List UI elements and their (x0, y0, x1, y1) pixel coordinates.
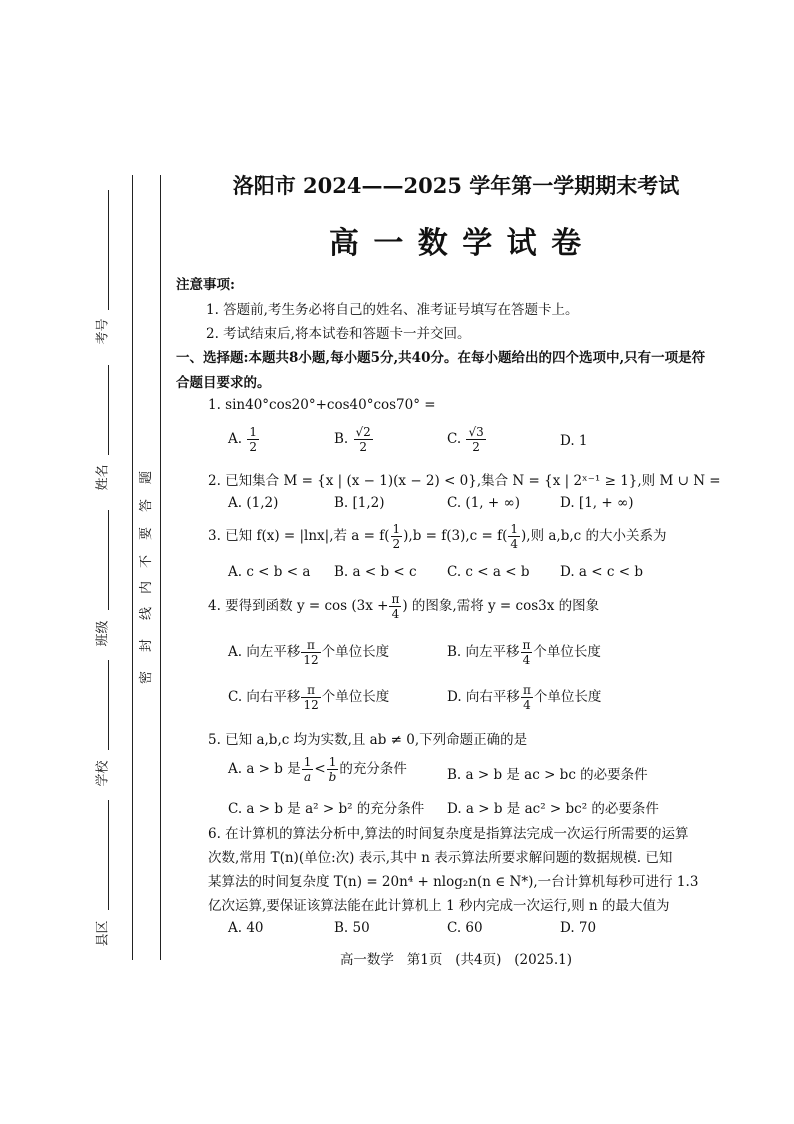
seal-char: 密 (139, 670, 155, 685)
question-3-option-c[interactable]: C. c < a < b (447, 564, 530, 580)
option-label: A. (228, 431, 243, 447)
class-blank[interactable] (108, 510, 109, 610)
question-2-stem: 2. 已知集合 M = {x | (x − 1)(x − 2) < 0},集合 N = {x | 2ˣ⁻¹ ≥ 1},则 M ∪ N = (208, 473, 721, 489)
fraction: $\frac{\pi}{12}$ (303, 638, 319, 667)
fraction: $\frac{1}{b}$ (328, 755, 337, 784)
question-3-stem: 3. 已知 f(x) = |lnx|,若 a = f( $\frac{1}{2}$ ),b = f(3),c = f( $\frac{1}{4}$ ),则 a,b,c 的大小关系为 (208, 522, 667, 551)
question-2-option-d[interactable]: D. [1, + ∞) (560, 495, 634, 511)
exam-title: 洛阳市 2024——2025 学年第一学期期末考试 (232, 173, 680, 198)
binding-line-inner (160, 175, 161, 960)
seal-char: 线 (139, 606, 155, 621)
question-1-stem: 1. sin40°cos20°+cos40°cos70° = (208, 397, 436, 413)
school-label: 学校 (95, 760, 111, 787)
binding-line-outer (132, 175, 133, 960)
seal-char: 封 (139, 638, 155, 653)
note-item: 1. 答题前,考生务必将自己的姓名、准考证号填写在答题卡上。 (206, 302, 579, 318)
question-1-option-d[interactable]: D. 1 (560, 433, 588, 449)
question-2-option-a[interactable]: A. (1,2) (228, 495, 279, 511)
question-4-option-b[interactable]: B. 向左平移 $\frac{\pi}{4}$ 个单位长度 (447, 638, 601, 667)
option-label: C. (447, 431, 462, 447)
question-5-stem: 5. 已知 a,b,c 均为实数,且 ab ≠ 0,下列命题正确的是 (208, 732, 528, 748)
question-5-option-b[interactable]: B. a > b 是 ac > bc 的必要条件 (447, 767, 648, 783)
question-6-stem: 6. 在计算机的算法分析中,算法的时间复杂度是指算法完成一次运行所需要的运算 (208, 826, 689, 842)
name-label: 姓名 (95, 464, 111, 491)
question-4-option-c[interactable]: C. 向右平移 $\frac{\pi}{12}$ 个单位长度 (228, 683, 390, 712)
question-5-option-a[interactable]: A. a > b 是 $\frac{1}{a}$ < $\frac{1}{b}$ 的充分条件 (228, 755, 407, 784)
question-1-option-b[interactable] (334, 425, 374, 454)
fraction: $\frac{\pi}{12}$ (303, 683, 319, 712)
question-6-option-a[interactable]: A. 40 (228, 920, 264, 936)
question-3-option-b[interactable]: B. a < b < c (334, 564, 417, 580)
question-6-option-c[interactable]: C. 60 (447, 920, 483, 936)
fraction: $\frac{1}{2}$ (249, 425, 257, 454)
name-blank[interactable] (108, 365, 109, 455)
class-label: 班级 (95, 620, 111, 647)
fraction: $\frac{\pi}{4}$ (391, 592, 400, 621)
section-instruction: 一、选择题:本题共8小题,每小题5分,共40分。在每小题给出的四个选项中,只有一项是符 (176, 350, 706, 366)
question-5-option-d[interactable]: D. a > b 是 ac² > bc² 的必要条件 (447, 801, 659, 817)
question-5-option-c[interactable]: C. a > b 是 a² > b² 的充分条件 (228, 801, 425, 817)
question-2-option-c[interactable]: C. (1, + ∞) (447, 495, 520, 511)
question-4-option-a[interactable]: A. 向左平移 $\frac{\pi}{12}$ 个单位长度 (228, 638, 390, 667)
exam-subtitle: 高 一 数 学 试 卷 (328, 226, 584, 261)
fraction: $\frac{1}{a}$ (303, 755, 312, 784)
question-1-option-a[interactable] (228, 425, 260, 454)
section-instruction-cont: 合题目要求的。 (176, 375, 271, 391)
question-6-stem-cont: 亿次运算,要保证该算法能在此计算机上 1 秒内完成一次运行,则 n 的最大值为 (208, 898, 670, 914)
question-4-option-d[interactable]: D. 向右平移 $\frac{\pi}{4}$ 个单位长度 (447, 683, 602, 712)
exam-number-label: 考号 (95, 318, 111, 345)
question-1-option-c[interactable] (447, 425, 487, 454)
fraction: $\frac{\pi}{4}$ (522, 638, 531, 667)
seal-char: 题 (139, 470, 155, 485)
fraction: $\frac{1}{4}$ (510, 522, 519, 551)
question-6-option-b[interactable]: B. 50 (334, 920, 370, 936)
option-label: B. (334, 431, 349, 447)
question-3-option-a[interactable]: A. c < b < a (228, 564, 311, 580)
question-3-option-d[interactable]: D. a < c < b (560, 564, 643, 580)
fraction: $\frac{1}{2}$ (392, 522, 401, 551)
question-6-stem-cont: 次数,常用 T(n)(单位:次) 表示,其中 n 表示算法所要求解问题的数据规模. 已知 (208, 850, 673, 866)
district-blank[interactable] (108, 800, 109, 910)
note-item: 2. 考试结束后,将本试卷和答题卡一并交回。 (206, 326, 471, 342)
fraction: $\frac{\pi}{4}$ (522, 683, 531, 712)
question-2-option-b[interactable]: B. [1,2) (334, 495, 385, 511)
page-footer: 高一数学 第1页 (共4页) (2025.1) (339, 952, 573, 968)
fraction: $\frac{√3}{2}$ (468, 425, 484, 454)
district-label: 县区 (95, 920, 111, 947)
question-6-stem-cont: 某算法的时间复杂度 T(n) = 20n⁴ + nlog₂n(n ∈ N*),一台计算机每秒可进行 1.3 (208, 874, 699, 890)
notes-heading: 注意事项: (176, 277, 235, 293)
question-4-stem: 4. 要得到函数 y = cos (3x + $\frac{\pi}{4}$ ) 的图象,需将 y = cos3x 的图象 (208, 592, 600, 621)
question-6-option-d[interactable]: D. 70 (560, 920, 597, 936)
seal-char: 不 (139, 554, 155, 569)
seal-char: 答 (139, 498, 155, 513)
school-blank[interactable] (108, 660, 109, 750)
fraction: $\frac{√2}{2}$ (355, 425, 371, 454)
seal-char: 要 (139, 526, 155, 541)
exam-number-blank[interactable] (108, 190, 109, 310)
seal-char: 内 (139, 580, 155, 595)
